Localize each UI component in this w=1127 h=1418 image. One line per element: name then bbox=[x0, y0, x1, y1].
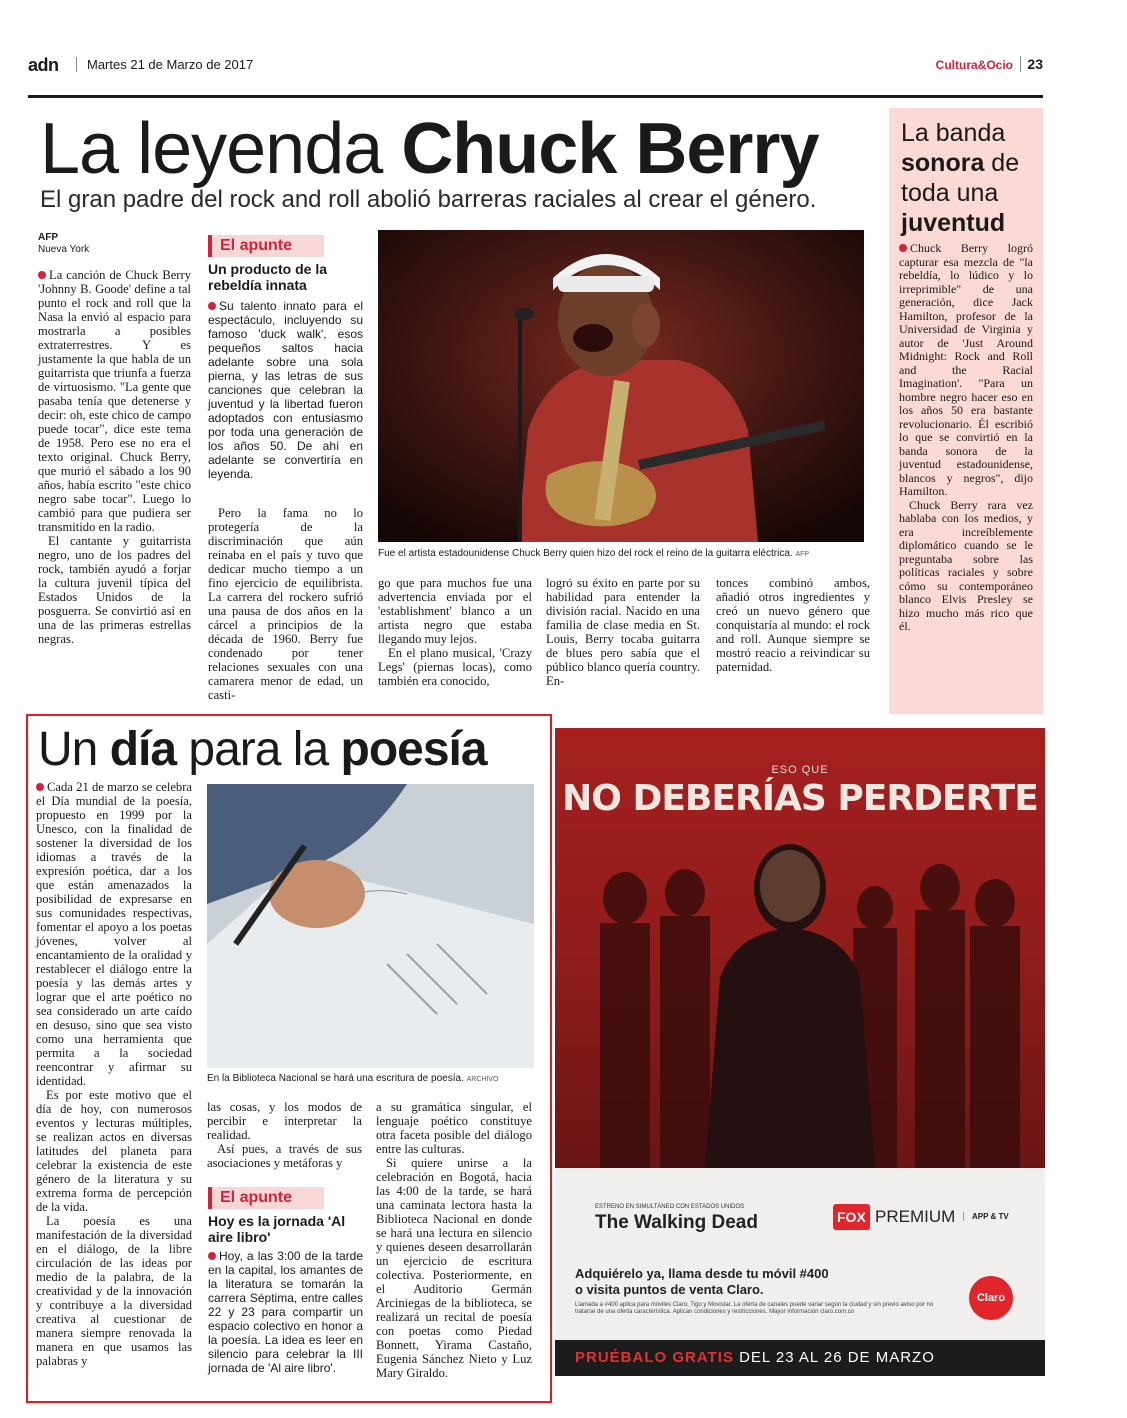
poetry-photo-caption: En la Biblioteca Nacional se hará una escritura de poesía. ARCHIVO bbox=[207, 1073, 499, 1084]
ad-estreno: ESTRENO EN SIMULTÁNEO CON ESTADOS UNIDOS bbox=[595, 1204, 745, 1210]
premium-label: PREMIUM bbox=[875, 1207, 956, 1226]
ad-fine-print: Llamada a #400 aplica para móviles Claro, Tigo y Movistar. La oferta de canales puede variar según la ciudad y sin previo aviso por no tratarse de una oferta característica. Aplican condiciones y restricciones. Mayor información claro.com.co bbox=[575, 1302, 934, 1315]
article-column-2: Pero la fama no lo protegería de la discriminación que aún reinaba en el país y tuvo que dedicar mucho tiempo a un fino ejercicio de equilibrista. La carrera del rockero sufrió una pausa de dos años en la cárcel a principios de la década de 1960. Berry fue condenado por tener relaciones sexuales con una camarera menor de edad, un casti- bbox=[208, 506, 363, 702]
page-number: 23 bbox=[1020, 56, 1043, 72]
claro-logo: Claro bbox=[969, 1276, 1013, 1320]
sidebar-box bbox=[889, 108, 1043, 714]
byline-city: Nueva York bbox=[38, 244, 90, 255]
article-column-3: go que para muchos fue una advertencia enviada por el 'establishment' blanco a un artista negro que estaba llegando muy lejos. En el plano musical, 'Crazy Legs' (piernas locas), como también era conocido, bbox=[378, 576, 532, 688]
ad-eso-que: ESO QUE bbox=[771, 764, 829, 776]
sidebar-headline: La banda sonora de toda una juventud bbox=[901, 119, 1020, 237]
byline-agency: AFP bbox=[38, 232, 58, 243]
apunte-tag: El apunte bbox=[208, 235, 324, 257]
article-column-5: tonces combinó ambos, añadió otros ingredientes y creó un nuevo género que conquistaría al mundo: el rock and roll. Aunque siempre se mostró reacio a reivindicar su paternidad. bbox=[716, 576, 870, 674]
photo-caption: Fue el artista estadounidense Chuck Berry quien hizo del rock el reino de la guitarra eléctrica. AFP bbox=[378, 548, 810, 559]
sidebar-text: Chuck Berry logró capturar esa mezcla de "la rebeldía, lo lúdico y lo irreprimible" de una generación, dice Jack Hamilton, profesor de la Universidad de Virginia y autor de 'Just Around Midnight: Rock and Roll and the Racial Imagination'. "Para un hombre negro hacer eso en los años 50 era bastante revolucionario. Él escribió lo que se convirtió en la banda sonora de la juventud estadounidense, blancos y negros", dijo Hamilton. Chuck Berry rara vez hablaba con los medios, y era increíblemente diplomático cuando se le preguntaba sobre las políticas raciales y sobre cómo su contemporáneo blanco Elvis Presley se hizo mucho más rico que él. bbox=[899, 241, 1033, 633]
article-column-1: La canción de Chuck Berry 'Johnny B. Goode' definе a tal punto el rock and roll que la Nasa la envió al espacio para mostrarla a posibles extraterrestres. Y es justamente la que habla de un guitarrista que triunfa a fuerza de virtuosismo. "La gente que pasaba tenía que detenerse y decir: oh, este chico de campo puede tocar", dice este tema de 1958. Pero ese no era el texto original. Chuck Berry, que murió el sábado a los 90 años, había escrito "este chico negro sabe tocar". Luego lo cambió para que pudiera ser transmitido en la radio. El cantante y guitarrista negro, uno de los padres del rock, también ayudó a forjar la cultura juvenil típica del Estados Unidos de la posguerra. Se convirtió así en una de las primeras estrellas negras. bbox=[38, 268, 191, 646]
writing-photo bbox=[207, 784, 534, 1068]
article-headline: La leyenda Chuck Berry bbox=[40, 109, 819, 189]
bullet-icon bbox=[208, 302, 216, 310]
ad-free-trial-strip: PRUÉBALO GRATIS DEL 23 AL 26 DE MARZO bbox=[555, 1340, 1045, 1376]
newspaper-logo: adn bbox=[28, 55, 59, 75]
section-name: Cultura&Ocio bbox=[935, 58, 1013, 72]
apunte-text: Su talento innato para el espectáculo, incluyendo su famoso 'duck walk', esos pequeños saltos hacia adelante sobre una sola pierna, y las letras de sus canciones que celebran la juventud y la libertad fueron adoptados con entusiasmo por toda una generación de los años 50. De ahí en adelante se convertiría en leyenda. bbox=[208, 299, 363, 481]
poetry-headline: Un día para la poesía bbox=[38, 723, 487, 776]
concert-photo-illustration bbox=[378, 230, 864, 542]
article-subhead: El gran padre del rock and roll abolió barreras raciales al crear el género. bbox=[40, 186, 817, 213]
writing-hand-illustration bbox=[207, 784, 534, 1068]
issue-date: Martes 21 de Marzo de 2017 bbox=[76, 57, 253, 72]
chuck-berry-photo bbox=[378, 230, 864, 542]
app-tv-label: APP & TV bbox=[963, 1212, 1009, 1221]
bullet-icon bbox=[36, 783, 44, 791]
bullet-icon bbox=[38, 271, 46, 279]
page-header bbox=[28, 55, 1043, 77]
walking-dead-ad[interactable] bbox=[555, 728, 1045, 1376]
ad-hero bbox=[555, 728, 1045, 1168]
ad-headline: NO DEBERÍAS PERDERTE bbox=[562, 778, 1038, 819]
poetry-column-2: las cosas, y los modos de percibir e interpretar la realidad. Así pues, a través de sus asociaciones y metáforas y bbox=[207, 1100, 362, 1170]
article-column-4: logró su éxito en parte por su habilidad para entender la división racial. Nacido en una familia de clase media en St. Louis, Berry tocaba guitarra de blues pero sabía que el público blanco quería country. En- bbox=[546, 576, 700, 688]
poetry-apunte-text: Hoy, a las 3:00 de la tarde en la capital, los amantes de la literatura se tomarán la carrera Séptima, entre calles 22 y 23 para compartir un espacio colectivo en honor a la poesía. La idea es leer en silencio para celebrar la III jornada de 'Al aire libro'. bbox=[208, 1249, 363, 1375]
header-rule bbox=[28, 95, 1043, 98]
apunte-title: Un producto de la rebeldía innata bbox=[208, 261, 327, 293]
poetry-column-3: a su gramática singular, el lenguaje poético constituye otra faceta posible del diálogo entre las culturas. Si quiere unirse a la celebración en Bogotá, hacia las 4:00 de la tarde, se hará una caminata lectora hasta la Biblioteca Nacional en donde se hará una lectura en silencio y quienes deseen desarrollarán un ejercicio de escritura colectiva. Posteriormente, en el Auditorio Germán Arciniegas de la biblioteca, se realizará un recital de poesía con poetas como Piedad Bonnett, Yirama Castaño, Eugenia Sánchez Nieto y Luz Mary Giraldo. bbox=[376, 1100, 532, 1380]
ad-info-panel bbox=[555, 1168, 1045, 1340]
poetry-apunte-tag: El apunte bbox=[208, 1187, 324, 1209]
poetry-apunte-title: Hoy es la jornada 'Al aire libro' bbox=[208, 1213, 346, 1245]
ad-cta: Adquiérelo ya, llama desde tu móvil #400 o visita puntos de venta Claro. bbox=[575, 1266, 829, 1297]
ad-show-title: The Walking Dead bbox=[595, 1212, 758, 1233]
fox-logo: FOX bbox=[833, 1204, 870, 1230]
bullet-icon bbox=[208, 1252, 216, 1260]
bullet-icon bbox=[899, 244, 907, 252]
byline bbox=[38, 232, 89, 256]
poetry-column-1: Cada 21 de marzo se celebra el Día mundial de la poesía, propuesto en 1999 por la Unesco, con la finalidad de sostener la diversidad de los idiomas a través de la expresión poética, dar a los que están amenazados la posibilidad de expresarse en sus comunidades respectivas, fomentar el apoyo a los poetas jóvenes, volver al encantamiento de la oralidad y restablecer el diálogo entre la poesía y las demás artes y lograr que el arte poético no sea considerado un arte caído en desuso, sino que sea visto como una herramienta que permita a la sociedad reencontrar y afirmar su identidad. Es por este motivo que el día de hoy, con numerosos eventos y lecturas múltiples, se realizan actos en diversas latitudes del planeta para celebrar la existencia de este género de la literatura y su extrema forma de percepción de la vida. La poesía es una manifestación de la diversidad en el diálogo, de la libre circulación de las ideas por medio de la palabra, de la creatividad y de la innovación y contribuye a la diversidad creativa al cuestionar de manera siempre renovada la manera en que usamos las palabras y bbox=[36, 780, 192, 1368]
